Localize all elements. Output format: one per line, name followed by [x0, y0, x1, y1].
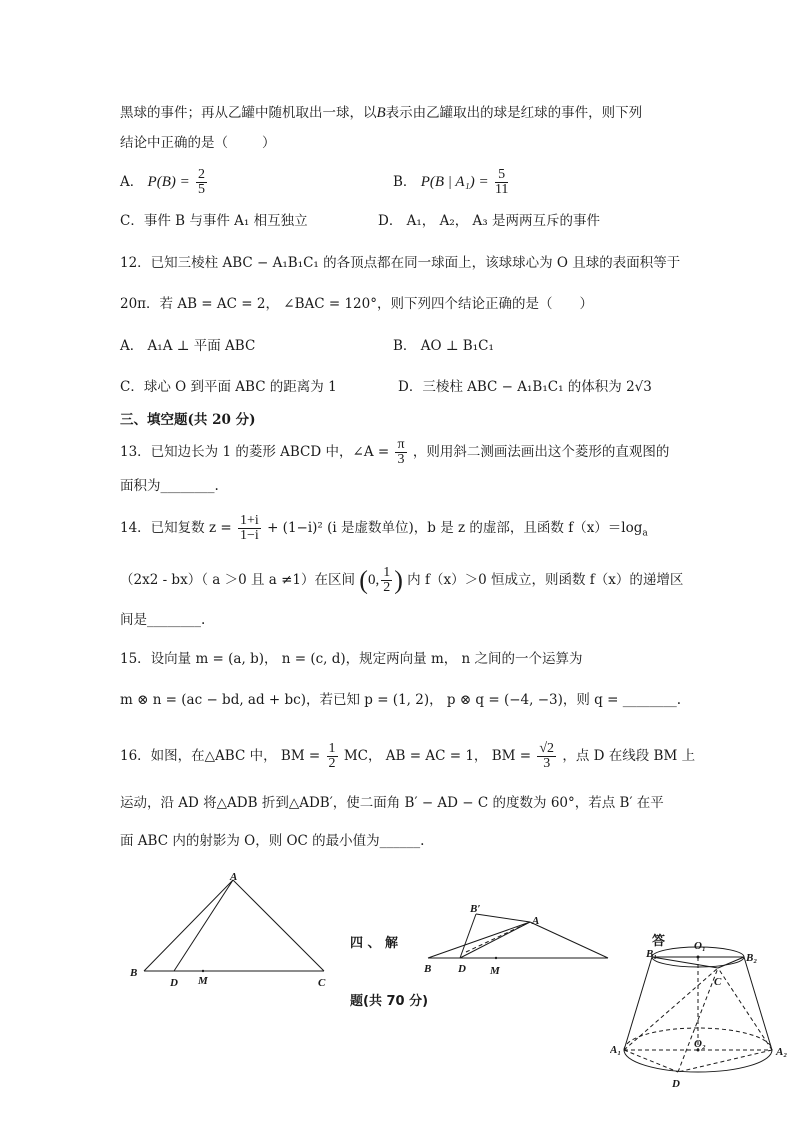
label-b-prime: B′ [470, 903, 481, 915]
option-b-label: B． [393, 174, 417, 190]
q13-line2 [120, 476, 219, 496]
figure-folded-triangle [418, 900, 618, 980]
q13-text-b: ，则用斜二测画法画出这个菱形的直观图的 [412, 444, 670, 460]
q16-line1 [120, 742, 695, 771]
q13-text-a: 13．已知边长为 1 的菱形 ABCD 中，∠A = [120, 444, 390, 460]
q11-stem-part3: 结论中正确的是（ [120, 135, 228, 151]
q14-line3 [120, 610, 205, 630]
segment-ba [428, 922, 530, 958]
q11-stem-part1: 黑球的事件；再从乙罐中随机取出一球，以 [120, 105, 377, 121]
option-a-label: A． [120, 174, 144, 190]
q13-line1 [120, 438, 669, 467]
q12-option-a [120, 336, 255, 356]
q12-stem-line1 [120, 253, 680, 273]
q11-option-d [378, 211, 600, 231]
frac-den: 5 [198, 182, 206, 197]
label-c: C [318, 977, 326, 989]
q15-text-b: m ⊗ n = (ac − bd, ad + bc)，若已知 p = (1, 2)， p ⊗ q = (−4, −3)，则 q = ________. [120, 692, 681, 708]
label-a1: A₁ [610, 1044, 622, 1056]
q14-fraction [238, 514, 261, 543]
label-d: D [170, 977, 178, 989]
q12-option-d [398, 377, 652, 397]
q14-interval-left: 0, [367, 572, 380, 588]
q16-line3 [120, 831, 424, 851]
q16-fraction-2 [537, 742, 556, 771]
q16-fraction-1 [327, 742, 338, 771]
frac-den: 1−i [239, 528, 259, 543]
frac-den: 11 [494, 182, 509, 197]
text-line-1 [120, 103, 642, 123]
label-c: C [714, 976, 722, 988]
label-o1: O₁ [694, 940, 706, 952]
q16-text-e: 面 ABC 内的射影为 O，则 OC 的最小值为______. [120, 833, 425, 849]
q14-text-a: 14．已知复数 z = [120, 520, 232, 536]
text-line-2 [120, 133, 276, 153]
point-m [202, 970, 204, 972]
q15-line2 [120, 690, 681, 710]
q13-fraction [395, 438, 406, 467]
q16-text-a: 16．如图，在△ABC 中， BM = [120, 748, 321, 764]
figure-triangle-abc [120, 870, 340, 990]
q12-option-b [393, 336, 494, 356]
q12-text-b: 20π．若 AB = AC = 2， ∠BAC = 120°，则下列四个结论正确的是（ ） [120, 296, 593, 312]
q11-option-a [120, 168, 209, 197]
q16-text-b: MC， AB = AC = 1， BM = [343, 748, 532, 764]
q11-option-c [120, 211, 308, 231]
option-d-text: D． A₁， A₂， A₃ 是两两互斥的事件 [378, 213, 600, 229]
q12-option-c [120, 377, 337, 397]
frac-num: π [397, 437, 405, 452]
right-generator [744, 957, 772, 1050]
frac-num: 2 [198, 167, 206, 182]
left-generator [624, 957, 652, 1050]
segment-a2d [678, 1050, 772, 1072]
section-4-heading-bottom: 题(共 70 分) [350, 994, 429, 1009]
label-b: B [424, 963, 432, 975]
var-B: B [376, 105, 386, 121]
label-m: M [490, 965, 500, 977]
q14-log-base: a [642, 528, 648, 539]
frac-num: 1 [328, 741, 336, 756]
q11-option-b [393, 168, 510, 197]
q11-paren-close: ） [262, 135, 276, 151]
section-4-heading-right: 答 [652, 934, 666, 949]
label-d: D [458, 963, 466, 975]
segment-ab [144, 880, 233, 971]
q14-line1 [120, 514, 648, 544]
frac-den: 2 [383, 580, 391, 595]
label-a: A [230, 871, 238, 883]
q12-text-a: 12．已知三棱柱 ABC − A₁B₁C₁ 的各顶点都在同一球面上，该球球心为 O 且球的表面积等于 [120, 255, 681, 271]
label-b: B [130, 967, 138, 979]
section-3-heading [120, 410, 255, 430]
q14-line2: （2x2 - bx）（ a ＞0 且 a ≠1）在区间 (0, $\frac{1}{2}$ ) 内 f（x）＞0 恒成立，则函数 f（x）的递增区 [120, 565, 684, 595]
frac-num: 1 [383, 565, 391, 580]
q14-text-b: + (1−i)² (i 是虚数单位)，b 是 z 的虚部，且函数 f（x）＝log [267, 520, 643, 536]
frac-num: 1+i [239, 513, 259, 528]
q14-interval-fraction [381, 566, 392, 595]
frac-num: √2 [539, 741, 555, 756]
q14-text-c: （2x2 - bx）（ a ＞0 且 a ≠1）在区间 [120, 572, 355, 588]
option-b-fraction [495, 168, 508, 197]
section-4-heading-left: 四 、 解 [350, 936, 399, 951]
point-m [495, 957, 497, 959]
q12-a-text: A． A₁A ⊥ 平面 ABC [120, 338, 256, 354]
q16-line2 [120, 793, 664, 813]
option-b-expr: P(B | A₁) = [420, 174, 489, 190]
label-d: D [672, 1078, 680, 1090]
q14-text-d: 内 f（x）＞0 恒成立，则函数 f（x）的递增区 [407, 572, 684, 588]
label-a: A [532, 915, 540, 927]
frac-den: 2 [328, 756, 336, 771]
label-o2: O₂ [694, 1038, 706, 1050]
section-3-title: 三、填空题(共 20 分) [120, 412, 256, 428]
segment-ac [530, 922, 608, 958]
q15-text-a: 15．设向量 m = (a, b)， n = (c, d)，规定两向量 m， n 之间的一个运算为 [120, 651, 583, 667]
q16-text-d: 运动，沿 AD 将△ADB 折到△ADB′，使二面角 B′ − AD − C 的度数为 60°，若点 B′ 在平 [120, 795, 664, 811]
segment-ad [174, 880, 233, 971]
q16-text-c: ，点 D 在线段 BM 上 [562, 748, 696, 764]
bottom-ellipse-front [624, 1050, 772, 1072]
segment-b-prime-a [476, 914, 530, 922]
frac-den: 3 [397, 452, 405, 467]
option-a-fraction [196, 168, 207, 197]
q11-stem-part2: 表示由乙罐取出的球是红球的事件，则下列 [385, 105, 643, 121]
q14-text-e: 间是________. [120, 612, 206, 628]
segment-a2c [718, 968, 772, 1050]
q15-line1 [120, 649, 583, 669]
q12-d-text: D．三棱柱 ABC − A₁B₁C₁ 的体积为 2√3 [398, 379, 652, 395]
q12-stem-line2 [120, 294, 593, 314]
figure-frustum [610, 935, 794, 1120]
option-a-expr: P(B) = [147, 174, 190, 190]
segment-b2c [718, 957, 744, 968]
segment-ac [233, 880, 324, 971]
label-a2: A₂ [776, 1046, 788, 1058]
label-b1: B₁ [646, 948, 658, 960]
q12-c-text: C．球心 O 到平面 ABC 的距离为 1 [120, 379, 337, 395]
frac-num: 5 [495, 168, 508, 183]
segment-a1d [624, 1050, 678, 1072]
label-b2: B₂ [746, 952, 758, 964]
point-o1 [697, 956, 700, 959]
q13-text-c: 面积为________. [120, 478, 219, 494]
q12-b-text: B． AO ⊥ B₁C₁ [393, 338, 494, 354]
frac-den: 3 [543, 756, 551, 771]
label-m: M [198, 975, 208, 987]
option-c-text: C．事件 B 与事件 A₁ 相互独立 [120, 213, 308, 229]
